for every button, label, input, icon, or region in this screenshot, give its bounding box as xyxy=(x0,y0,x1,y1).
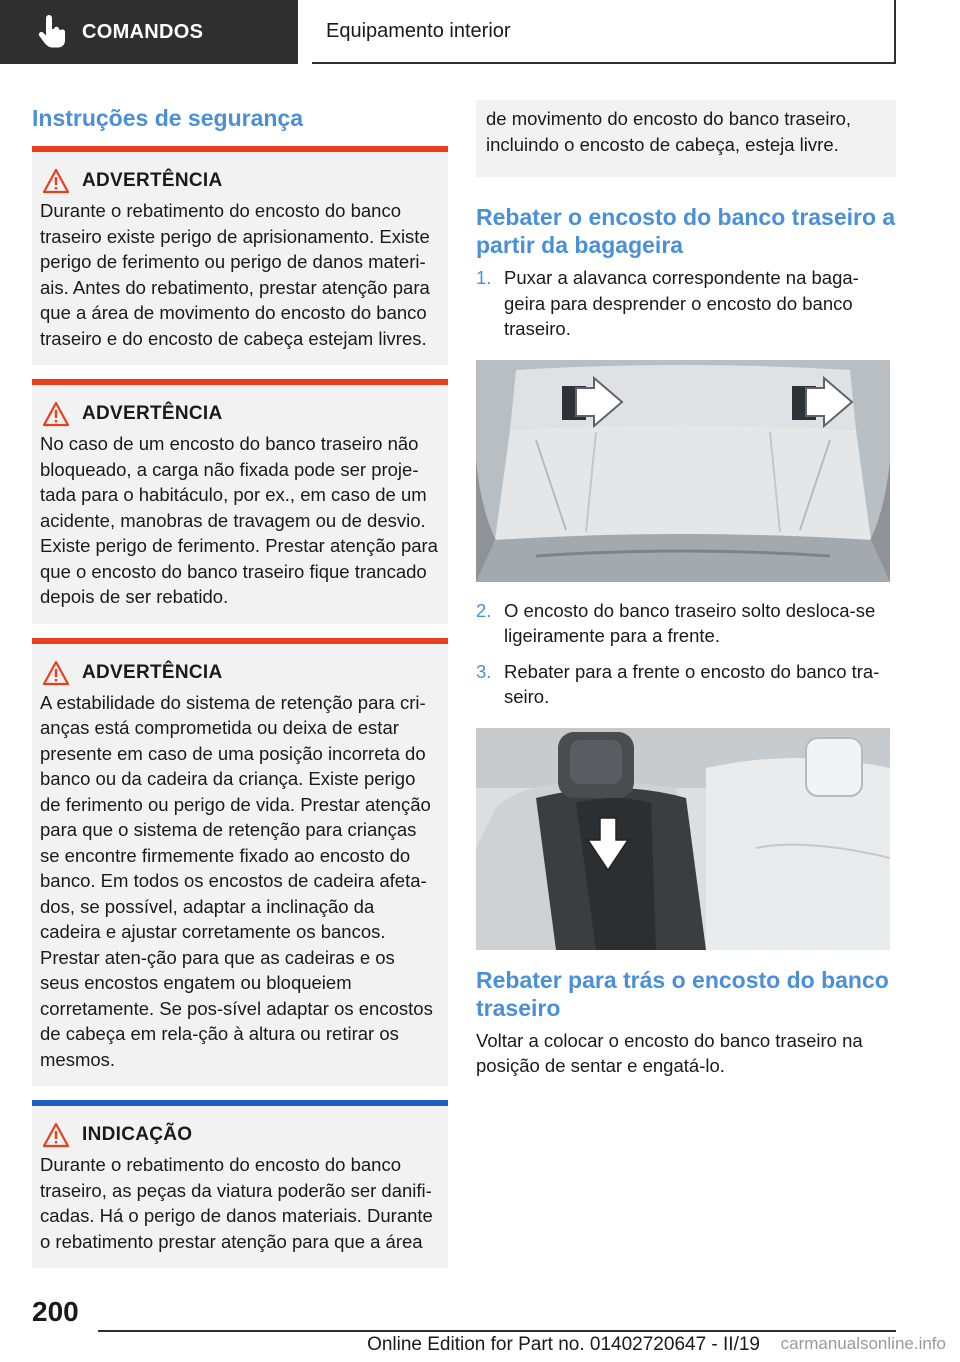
warning-text: No caso de um encosto do banco traseiro não bloqueado, a carga não fixada pode ser proje-tada para o habitáculo, por ex., em caso de um acidente, manobras de travagem ou de desvio. Existe perigo de ferimento. Prestar atenção para que o encosto do banco traseiro fique trancado depois de ser rebatido. xyxy=(40,433,438,607)
hand-pointer-icon xyxy=(32,12,72,52)
watermark: carmanualsonline.info xyxy=(780,1334,946,1353)
header-divider xyxy=(304,0,312,64)
step-number: 1. xyxy=(476,267,492,288)
warning-box-1 xyxy=(32,146,448,365)
warning-title: ADVERTÊNCIA xyxy=(82,403,223,424)
warning-text: Durante o rebatimento do encosto do banco traseiro existe perigo de aprisionamento. Existe perigo de ferimento ou perigo de danos materi-ais. Antes do rebatimento, prestar atenção para que a área de movimento do encosto do banco traseiro e do encosto de cabeça estejam livres. xyxy=(40,200,430,349)
safety-heading: Instruções de segurança xyxy=(32,105,303,131)
seat-photo xyxy=(476,728,890,950)
warning-triangle-icon xyxy=(42,168,70,194)
edition-label: Online Edition for Part no. 01402720647 - II/19 xyxy=(367,1334,760,1355)
warning-box-2 xyxy=(32,379,448,624)
warning-triangle-icon xyxy=(42,660,70,686)
notice-box xyxy=(32,1100,448,1268)
warning-title: ADVERTÊNCIA xyxy=(82,661,223,683)
list-item xyxy=(476,659,896,710)
list-item xyxy=(476,265,896,342)
list-item xyxy=(476,598,896,649)
warning-triangle-icon xyxy=(42,1122,70,1148)
warning-text: A estabilidade do sistema de retenção para cri-anças está comprometida ou deixa de estar presente em caso de uma posição incorreta do banco ou da cadeira da criança. Existe perigo de ferimento ou perigo de vida. Prestar atenção para que o sistema de retenção para crianças se encontre firmemente fixado ao encosto do banco. Em todos os encostos de cadeira afeta-dos, se possível, adaptar a inclinação da cadeira e ajustar corretamente os bancos. Prestar aten-ção para que as cadeiras e os seus encostos engatem ou bloqueiem corretamente. Se pos-sível adaptar os encostos de cabeça em rela-ção à altura ou retirar os mesmos. xyxy=(40,691,433,1070)
notice-continuation: de movimento do encosto do banco traseiro, incluindo o encosto de cabeça, esteja livre. xyxy=(476,100,896,177)
steps-list-b xyxy=(476,598,896,710)
step-text: O encosto do banco traseiro solto desloca-se ligeiramente para a frente. xyxy=(504,599,876,646)
notice-text: Durante o rebatimento do encosto do banco traseiro, as peças da viatura poderão ser danifi-cadas. Há o perigo de danos materiais. Durante o rebatimento prestar atenção para que a área xyxy=(40,1154,433,1252)
step-number: 3. xyxy=(476,660,492,682)
footer-divider xyxy=(98,1330,896,1332)
header-chapter-tab xyxy=(312,0,896,64)
warning-triangle-icon xyxy=(42,401,70,427)
right-column xyxy=(476,100,896,1079)
fold-back-text: Voltar a colocar o encosto do banco traseiro na posição de sentar e engatá-lo. xyxy=(476,1029,863,1076)
steps-list-a xyxy=(476,265,896,342)
step-number: 2. xyxy=(476,599,492,621)
left-column xyxy=(32,100,448,1268)
warning-box-3 xyxy=(32,638,448,1087)
page-number: 200 xyxy=(32,1296,79,1327)
step-text: Rebater para a frente o encosto do banco tra-seiro. xyxy=(504,660,880,707)
header-section-label: COMANDOS xyxy=(82,20,204,43)
warning-title: ADVERTÊNCIA xyxy=(82,170,223,191)
header-section-tab xyxy=(0,0,298,64)
notice-title: INDICAÇÃO xyxy=(82,1124,193,1145)
step-text: Puxar a alavanca correspondente na baga-geira para desprender o encosto do banco traseiro. xyxy=(504,267,859,339)
trunk-release-heading: Rebater o encosto do banco traseiro a partir da bagageira xyxy=(476,204,896,258)
trunk-photo xyxy=(476,360,890,582)
header-chapter-label: Equipamento interior xyxy=(326,19,511,42)
fold-back-heading: Rebater para trás o encosto do banco traseiro xyxy=(476,966,889,1021)
